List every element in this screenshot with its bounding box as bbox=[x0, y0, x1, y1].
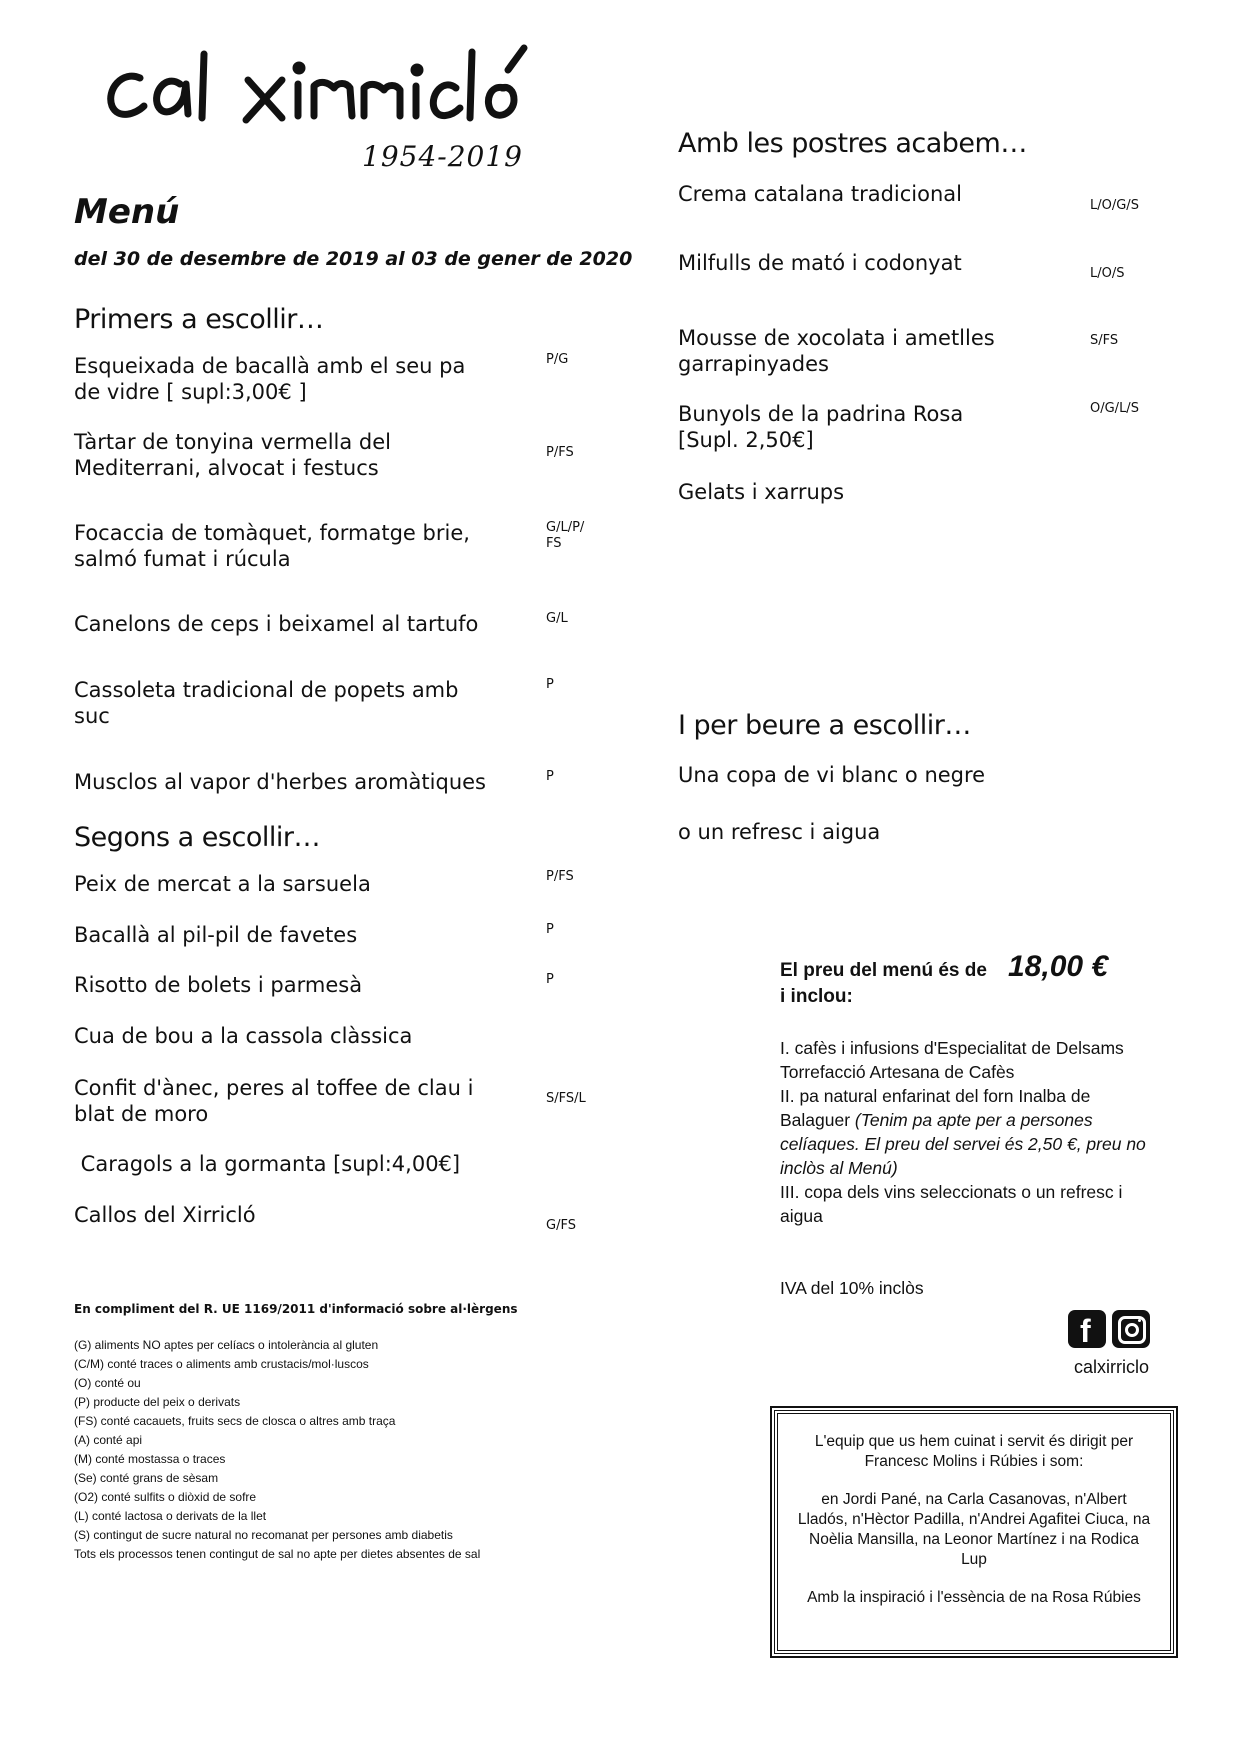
price-value: 18,00 € bbox=[1008, 950, 1109, 983]
list-item: Gelats i xarrups bbox=[678, 480, 845, 504]
list-item: Bacallà al pil-pil de favetes bbox=[74, 923, 358, 947]
social-handle: calxirriclo bbox=[1074, 1357, 1150, 1377]
allergen-line: (G) aliments NO aptes per celíacs o intolerància al gluten bbox=[74, 1338, 379, 1352]
team-tribute: Amb la inspiració i l'essència de na Rosa Rúbies bbox=[807, 1589, 1141, 1606]
allergen-code: P bbox=[546, 677, 554, 692]
allergen-code: L/O/S bbox=[1090, 266, 1125, 281]
mains-heading: Segons a escollir… bbox=[74, 822, 320, 853]
allergen-line: (A) conté api bbox=[74, 1433, 143, 1447]
menu-dates: del 30 de desembre de 2019 al 03 de gener de 2020 bbox=[74, 248, 633, 270]
team-intro: L'equip que us hem cuinat i servit és dirigit per Francesc Molins i Rúbies i som: bbox=[814, 1433, 1134, 1470]
facebook-icon[interactable]: f bbox=[1068, 1310, 1106, 1348]
allergen-code: S/FS bbox=[1090, 333, 1119, 348]
allergen-code: P bbox=[546, 769, 554, 784]
team-members: en Jordi Pané, na Carla Casanovas, n'Albert Lladós, n'Hèctor Padilla, n'Andrei Agafitei Ciuca, na Noèlia Mansilla, na Leonor Martínez i na Rodica Lup bbox=[797, 1491, 1151, 1568]
list-item: Bunyols de la padrina Rosa [Supl. 2,50€] bbox=[678, 402, 964, 452]
list-item: Canelons de ceps i beixamel al tartufo bbox=[74, 612, 479, 636]
price-label: El preu del menú és de bbox=[780, 960, 987, 981]
allergen-line: (M) conté mostassa o traces bbox=[74, 1452, 226, 1466]
allergen-code: P bbox=[546, 922, 554, 937]
allergen-code: O/G/L/S bbox=[1090, 401, 1139, 416]
list-item: Crema catalana tradicional bbox=[678, 182, 962, 206]
team-box bbox=[774, 1410, 1174, 1654]
list-item: Cua de bou a la cassola clàssica bbox=[74, 1024, 413, 1048]
social-icons bbox=[1068, 1310, 1150, 1348]
includes-item: III. copa dels vins seleccionats o un refresc i aigua bbox=[780, 1182, 1123, 1226]
allergen-code: P/FS bbox=[546, 445, 574, 460]
allergen-legend bbox=[74, 1336, 594, 1564]
allergen-line: (O2) conté sulfits o diòxid de sofre bbox=[74, 1490, 257, 1504]
list-item: Esqueixada de bacallà amb el seu pa de vidre [ supl:3,00€ ] bbox=[74, 354, 466, 404]
allergen-code: G/L bbox=[546, 611, 568, 626]
instagram-icon[interactable] bbox=[1112, 1310, 1150, 1348]
list-item: Focaccia de tomàquet, formatge brie, salmó fumat i rúcula bbox=[74, 521, 470, 571]
drinks-heading: I per beure a escollir… bbox=[678, 710, 971, 741]
includes-item-text: II. pa natural enfarinat del forn Inalba de Balaguer bbox=[780, 1086, 1091, 1130]
list-item: Cassoleta tradicional de popets amb suc bbox=[74, 678, 459, 728]
list-item: Tàrtar de tonyina vermella del Mediterrani, alvocat i festucs bbox=[74, 430, 392, 480]
list-item: o un refresc i aigua bbox=[678, 820, 881, 844]
list-item: Musclos al vapor d'herbes aromàtiques bbox=[74, 770, 486, 794]
allergen-line: (O) conté ou bbox=[74, 1376, 141, 1390]
allergen-code: G/L/P/ FS bbox=[546, 520, 585, 551]
allergen-line: (L) conté lactosa o derivats de la llet bbox=[74, 1509, 267, 1523]
list-item: Una copa de vi blanc o negre bbox=[678, 763, 986, 787]
allergen-line: Tots els processos tenen contingut de sal no apte per dietes absentes de sal bbox=[74, 1547, 481, 1561]
list-item: Peix de mercat a la sarsuela bbox=[74, 872, 371, 896]
page-title: Menú bbox=[74, 192, 180, 232]
list-item: Confit d'ànec, peres al toffee de clau i blat de moro bbox=[74, 1076, 474, 1126]
allergen-line: (Se) conté grans de sèsam bbox=[74, 1471, 219, 1485]
allergen-legend-title: En compliment del R. UE 1169/2011 d'informació sobre al·lèrgens bbox=[74, 1302, 518, 1316]
price-includes-label: i inclou: bbox=[780, 986, 853, 1007]
allergen-line: (C/M) conté traces o aliments amb crustacis/mol·luscos bbox=[74, 1357, 369, 1371]
allergen-code: P bbox=[546, 972, 554, 987]
starters-heading: Primers a escollir… bbox=[74, 304, 324, 335]
allergen-code: P/G bbox=[546, 352, 569, 367]
list-item: Milfulls de mató i codonyat bbox=[678, 251, 962, 275]
price-includes bbox=[780, 1036, 1150, 1228]
allergen-code: P/FS bbox=[546, 869, 574, 884]
includes-item-note: (Tenim pa apte per a persones celíaques. El preu del servei és 2,50 €, preu no inclòs al Menú) bbox=[780, 1110, 1146, 1178]
includes-item bbox=[780, 1084, 1150, 1180]
allergen-code: L/O/G/S bbox=[1090, 198, 1139, 213]
list-item: Caragols a la gormanta [supl:4,00€] bbox=[74, 1152, 461, 1176]
list-item: Callos del Xirricló bbox=[74, 1203, 256, 1227]
desserts-heading: Amb les postres acabem… bbox=[678, 128, 1027, 159]
allergen-line: (S) contingut de sucre natural no recomanat per persones amb diabetis bbox=[74, 1528, 453, 1542]
includes-item: I. cafès i infusions d'Especialitat de Delsams Torrefacció Artesana de Cafès bbox=[780, 1038, 1124, 1082]
allergen-code: S/FS/L bbox=[546, 1091, 586, 1106]
list-item: Mousse de xocolata i ametlles garrapinyades bbox=[678, 326, 995, 376]
years-range: 1954-2019 bbox=[362, 140, 523, 173]
allergen-code: G/FS bbox=[546, 1218, 576, 1233]
brand-logo bbox=[100, 40, 540, 130]
list-item: Risotto de bolets i parmesà bbox=[74, 973, 363, 997]
allergen-line: (FS) conté cacauets, fruits secs de closca o altres amb traça bbox=[74, 1414, 396, 1428]
allergen-line: (P) producte del peix o derivats bbox=[74, 1395, 241, 1409]
vat-note: IVA del 10% inclòs bbox=[780, 1278, 924, 1298]
